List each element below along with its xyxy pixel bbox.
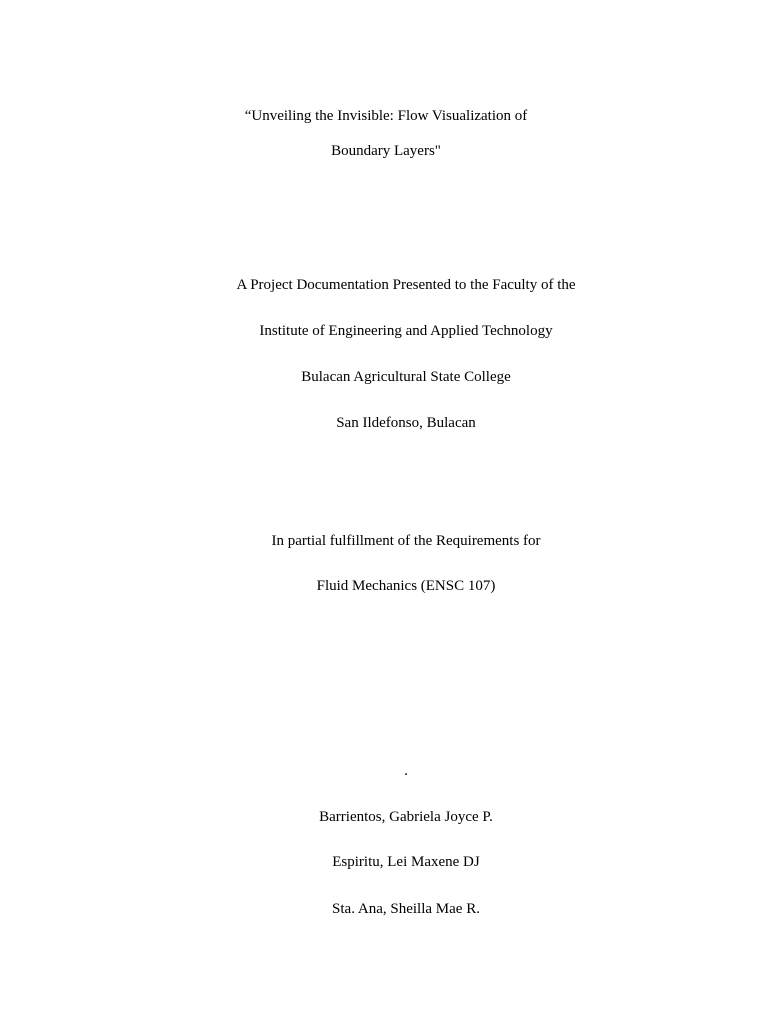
fulfillment-line-1: In partial fulfillment of the Requirements for [271, 533, 541, 549]
presentation-line-1: A Project Documentation Presented to the Faculty of the [236, 277, 576, 293]
title-line-2: Boundary Layers" [331, 143, 441, 159]
presentation-line-3: Bulacan Agricultural State College [301, 369, 511, 385]
author-2: Espiritu, Lei Maxene DJ [332, 854, 480, 870]
presentation-line-4: San Ildefonso, Bulacan [336, 415, 476, 431]
presentation-line-2: Institute of Engineering and Applied Technology [259, 323, 553, 339]
title-line-1: “Unveiling the Invisible: Flow Visualization of [244, 108, 528, 124]
separator-dot: . [404, 763, 408, 779]
author-1: Barrientos, Gabriela Joyce P. [319, 809, 493, 825]
fulfillment-line-2: Fluid Mechanics (ENSC 107) [316, 578, 496, 594]
author-3: Sta. Ana, Sheilla Mae R. [332, 901, 480, 917]
